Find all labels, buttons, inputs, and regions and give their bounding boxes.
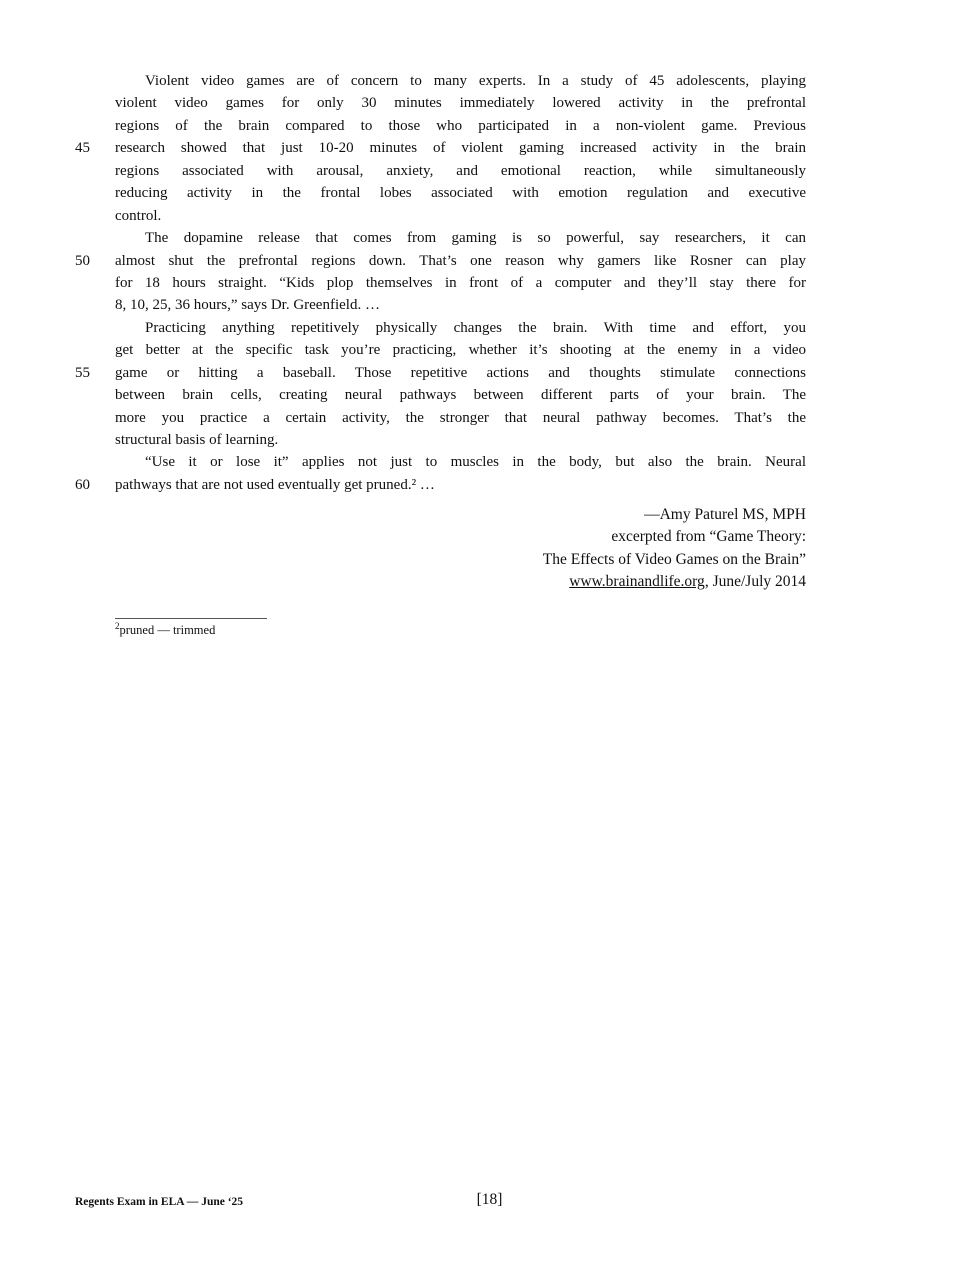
passage-line-text: violent video games for only 30 minutes immediately lowered activity in the prefrontal [115, 95, 806, 112]
line-number [75, 70, 115, 92]
attribution-source-line [543, 571, 806, 593]
passage-line-text: game or hitting a baseball. Those repetitive actions and thoughts stimulate connections [115, 364, 806, 381]
passage-line [75, 115, 806, 137]
passage-text [75, 70, 806, 496]
passage-line [75, 160, 806, 182]
footnote-text [115, 620, 415, 638]
line-number: 60 [75, 476, 90, 493]
line-number [75, 115, 115, 137]
line-number [75, 205, 115, 227]
footnote-definition: pruned — trimmed [119, 623, 216, 637]
passage-line [75, 227, 806, 249]
passage-line [75, 250, 806, 272]
passage-line [75, 92, 806, 114]
passage-line [75, 474, 806, 496]
page-number: [18] [476, 1191, 503, 1208]
passage-line-text: regions of the brain compared to those who participated in a non-violent game. Previous [115, 117, 806, 134]
attribution-source-line: excerpted from “Game Theory: [611, 528, 806, 546]
line-number [75, 451, 115, 473]
attribution-date: , June/July 2014 [704, 573, 806, 591]
passage-line [75, 339, 806, 361]
line-number: 45 [75, 140, 90, 157]
source-link: www.brainandlife.org [569, 573, 705, 591]
passage-line-text: The dopamine release that comes from gaming is so powerful, say researchers, it can [145, 230, 806, 247]
footnote-divider [115, 618, 267, 619]
passage-line-text: structural basis of learning. [115, 432, 279, 448]
footer-exam-title: Regents Exam in ELA — June ‘25 [75, 1196, 244, 1208]
footnote [115, 618, 415, 638]
passage-line [75, 317, 806, 339]
passage-line [75, 294, 806, 316]
passage-line-text: between brain cells, creating neural pathways between different parts of your brain. The [115, 387, 806, 404]
passage-line [75, 384, 806, 406]
passage-line-text: regions associated with arousal, anxiety, and emotional reaction, while simultaneously [115, 162, 806, 179]
line-number [75, 160, 115, 182]
passage-line-text: “Use it or lose it” applies not just to muscles in the body, but also the brain. Neural [145, 454, 806, 471]
passage-line-text: control. [115, 207, 162, 224]
passage-line [75, 407, 806, 429]
passage-line-text: pathways that are not used eventually get pruned.² … [115, 476, 435, 493]
attribution-source-line: The Effects of Video Games on the Brain” [542, 550, 806, 568]
passage-line [75, 205, 806, 227]
line-number [75, 227, 115, 249]
line-number: 55 [75, 364, 90, 381]
line-number [75, 384, 115, 406]
attribution [543, 504, 806, 594]
line-number [75, 92, 115, 114]
attribution-author: —Amy Paturel MS, MPH [644, 506, 806, 523]
passage-line-text: almost shut the prefrontal regions down. That’s one reason why gamers like Rosner can play [115, 252, 806, 269]
passage-line [75, 137, 806, 159]
passage-line [75, 182, 806, 204]
passage-line-text: more you practice a certain activity, the stronger that neural pathway becomes. That’s the [115, 409, 806, 426]
passage-line-text: get better at the specific task you’re practicing, whether it’s shooting at the enemy in a video [115, 342, 806, 359]
line-number [75, 317, 115, 339]
passage-line-text: for 18 hours straight. “Kids plop themselves in front of a computer and they’ll stay there for [115, 274, 806, 291]
passage-line [75, 429, 806, 451]
passage-line [75, 70, 806, 92]
passage-line-text: 8, 10, 25, 36 hours,” says Dr. Greenfield. … [115, 297, 380, 314]
line-number [75, 294, 115, 316]
line-number [75, 407, 115, 429]
line-number [75, 272, 115, 294]
passage-line [75, 272, 806, 294]
passage-line [75, 362, 806, 384]
line-number: 50 [75, 252, 90, 269]
passage-line-text: research showed that just 10-20 minutes of violent gaming increased activity in the brain [115, 140, 806, 157]
footnote-marker: 2 [115, 620, 120, 631]
passage-line-text: Practicing anything repetitively physically changes the brain. With time and effort, you [145, 319, 806, 336]
passage-line-text: Violent video games are of concern to many experts. In a study of 45 adolescents, playing [145, 73, 806, 89]
passage-line [75, 451, 806, 473]
line-number [75, 182, 115, 204]
line-number [75, 429, 115, 451]
passage-line-text: reducing activity in the frontal lobes associated with emotion regulation and executive [115, 185, 806, 202]
line-number [75, 339, 115, 361]
